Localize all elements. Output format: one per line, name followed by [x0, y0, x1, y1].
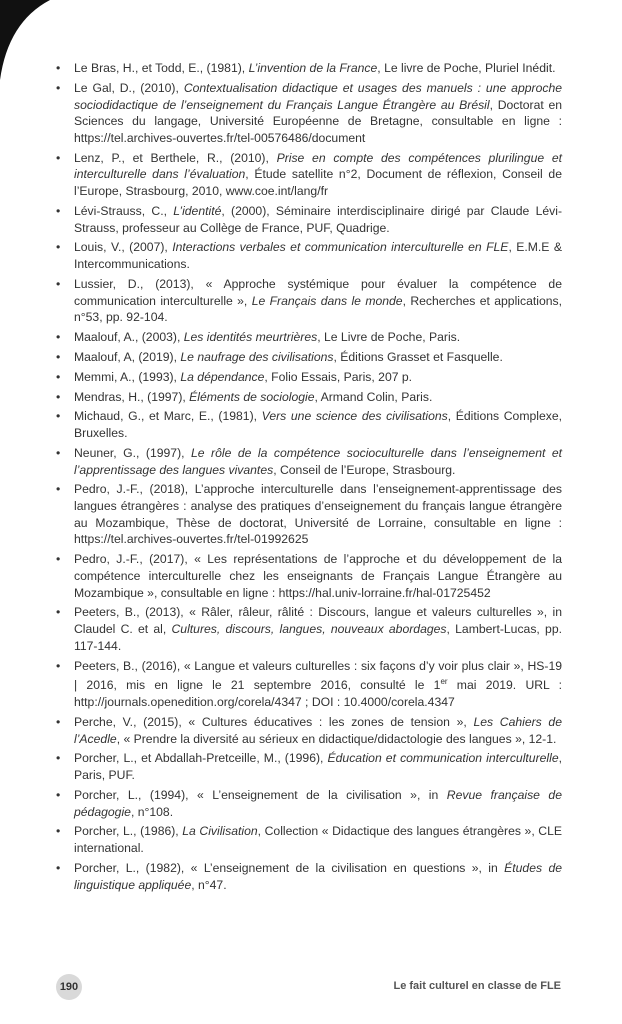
corner-decoration — [0, 0, 50, 80]
entry-title-italic: Vers une science des civilisations — [261, 409, 448, 424]
entry-text: , Le Livre de Poche, Paris. — [317, 330, 461, 345]
entry-text: Perche, V., (2015), « Cultures éducatives : les zones de tension », — [74, 714, 474, 729]
entry-text: , Lambert-Lucas, pp. 117-144. — [74, 622, 562, 653]
entry-text: , Doctorat en Sciences du langage, Université Européenne de Bretagne, consultable en ligne : https://tel.archives-ouvertes.fr/tel-00576486/document — [74, 97, 562, 145]
entry-text: , Éditions Complexe, Bruxelles. — [74, 409, 562, 440]
entry-text: , « Prendre la diversité au sérieux en didactique/didactologie des langues », 12-1. — [116, 731, 557, 746]
entry-text: , Collection « Didactique des langues étrangères », CLE international. — [74, 824, 562, 856]
bibliography-entry — [56, 445, 562, 478]
entry-text: , Conseil de l’Europe, Strasbourg. — [273, 462, 456, 477]
bibliography-entry — [56, 860, 562, 893]
bibliography-entry — [56, 714, 562, 747]
entry-title-italic: Le rôle de la compétence socioculturelle dans l’enseignement et l’apprentissage des langues vivantes — [74, 445, 563, 477]
entry-text: Neuner, G., (1997), — [74, 445, 192, 460]
entry-title-italic: Revue française de pédagogie — [74, 787, 562, 819]
entry-text: Maalouf, A, (2019), — [74, 349, 181, 364]
entry-title-italic: Le Français dans le monde — [251, 293, 403, 308]
entry-text: Lévi-Strauss, C., — [74, 203, 174, 218]
entry-text: Pedro, J.-F., (2018), L’approche interculturelle dans l’enseignement-apprentissage des langues étrangères : analyse des pratiques d’enseignement du français langue étrangère au Mozambique, Thèse de doctorat, Université de Lorraine, consultable en ligne : https://tel.archives-ouvertes.fr/tel-01992625 — [74, 482, 562, 547]
entry-text: mai 2019. URL : http://journals.openedition.org/corela/4347 ; DOI : 10.4000/corela.4347 — [74, 678, 563, 710]
entry-text: , Le livre de Poche, Pluriel Inédit. — [377, 61, 556, 75]
entry-text: , E.M.E & Intercommunications. — [74, 240, 563, 272]
bibliography-entry — [56, 750, 562, 783]
entry-text: Porcher, L., et Abdallah-Pretceille, M., (1996), — [74, 751, 328, 766]
entry-title-italic: Contextualisation didactique et usages des manuels : une approche sociodidactique de l’enseignement du Français Langue Étrangère au Brésil — [74, 80, 562, 112]
entry-superscript: er — [440, 677, 448, 687]
running-footer-title: Le fait culturel en classe de FLE — [393, 980, 561, 992]
entry-text: Lussier, D., (2013), « Approche systémique pour évaluer la compétence de communication interculturelle », — [74, 276, 562, 308]
bibliography-entry — [56, 658, 562, 711]
entry-title-italic: Éducation et communication interculturelle — [327, 751, 559, 766]
entry-text: Louis, V., (2007), — [74, 240, 173, 255]
entry-text: , Recherches et applications, n°53, pp. 92-104. — [74, 293, 562, 325]
bibliography-entry — [56, 80, 562, 147]
bibliography-entry — [56, 276, 562, 326]
bibliography-entry — [56, 823, 562, 856]
entry-text: Memmi, A., (1993), — [74, 369, 181, 384]
entry-title-italic: Cultures, discours, langues, nouveaux abordages — [171, 622, 447, 637]
entry-text: Porcher, L., (1982), « L’enseignement de la civilisation en questions », in — [74, 860, 505, 875]
entry-text: Maalouf, A., (2003), — [74, 330, 184, 345]
bibliography-entry — [56, 150, 562, 200]
bibliography-entry — [56, 203, 562, 236]
bibliography-entry — [56, 239, 562, 272]
entry-text: , Folio Essais, Paris, 207 p. — [264, 369, 413, 384]
bibliography-list — [56, 60, 562, 896]
bibliography-entry — [56, 408, 562, 441]
entry-text: , Étude satellite n°2, Document de réflexion, Conseil de l’Europe, Strasbourg, 2010, www.coe.int/lang/fr — [74, 167, 562, 199]
bibliography-entry — [56, 329, 562, 346]
entry-text: , Paris, PUF. — [74, 751, 562, 783]
entry-text: Le Gal, D., (2010), — [74, 80, 184, 95]
entry-text: , (2000), Séminaire interdisciplinaire dirigé par Claude Lévi-Strauss, professeur au Collège de France, PUF, Quadrige. — [74, 203, 563, 235]
entry-text: , Armand Colin, Paris. — [314, 389, 433, 404]
entry-text: Porcher, L., (1986), — [74, 824, 183, 839]
entry-text: Pedro, J.-F., (2017), « Les représentations de l’approche et du développement de la compétence interculturelle chez les enseignants de Français Langue Étrangère au Mozambique », consultable en ligne : https://hal.univ-lorraine.fr/hal-01725452 — [74, 552, 562, 600]
entry-text: , n°108. — [130, 804, 174, 819]
bibliography-entry — [56, 349, 562, 366]
entry-text: , n°47. — [191, 877, 227, 892]
entry-title-italic: Le naufrage des civilisations — [180, 349, 334, 364]
bibliography-entry — [56, 481, 562, 548]
page-number: 190 — [56, 974, 82, 1000]
entry-title-italic: L’invention de la France — [248, 61, 378, 75]
entry-title-italic: Études de linguistique appliquée — [74, 860, 562, 892]
entry-text: Mendras, H., (1997), — [74, 389, 190, 404]
entry-text: Porcher, L., (1994), « L’enseignement de la civilisation », in — [74, 787, 447, 802]
entry-title-italic: La Civilisation — [182, 824, 258, 839]
entry-text: Peeters, B., (2013), « Râler, râleur, râlité : Discours, langue et valeurs culturelles », in Claudel C. et al, — [74, 605, 562, 637]
entry-title-italic: L’identité — [173, 203, 222, 218]
entry-text: Peeters, B., (2016), « Langue et valeurs culturelles : six façons d’y voir plus clair », HS-19 | 2016, mis en ligne le 21 septembre 2016, consulté le 1 — [74, 658, 562, 693]
entry-title-italic: Prise en compte des compétences plurilingue et interculturelle dans l’évaluation — [74, 150, 562, 182]
bibliography-entry — [56, 604, 562, 654]
bibliography-entry — [56, 551, 562, 601]
bibliography-entry — [56, 369, 562, 386]
entry-title-italic: Les identités meurtrières — [183, 330, 318, 345]
entry-text: Le Bras, H., et Todd, E., (1981), — [74, 61, 249, 75]
bibliography-entry — [56, 787, 562, 820]
entry-title-italic: Éléments de sociologie — [189, 389, 315, 404]
entry-title-italic: Les Cahiers de l’Acedle — [74, 714, 562, 746]
entry-text: , Éditions Grasset et Fasquelle. — [333, 349, 503, 364]
entry-text: Michaud, G., et Marc, E., (1981), — [74, 409, 262, 424]
entry-text: Lenz, P., et Berthele, R., (2010), — [74, 150, 277, 165]
bibliography-entry — [56, 389, 562, 406]
entry-title-italic: Interactions verbales et communication interculturelle en FLE — [172, 240, 509, 255]
entry-title-italic: La dépendance — [180, 369, 265, 384]
bibliography-entry — [56, 60, 562, 77]
